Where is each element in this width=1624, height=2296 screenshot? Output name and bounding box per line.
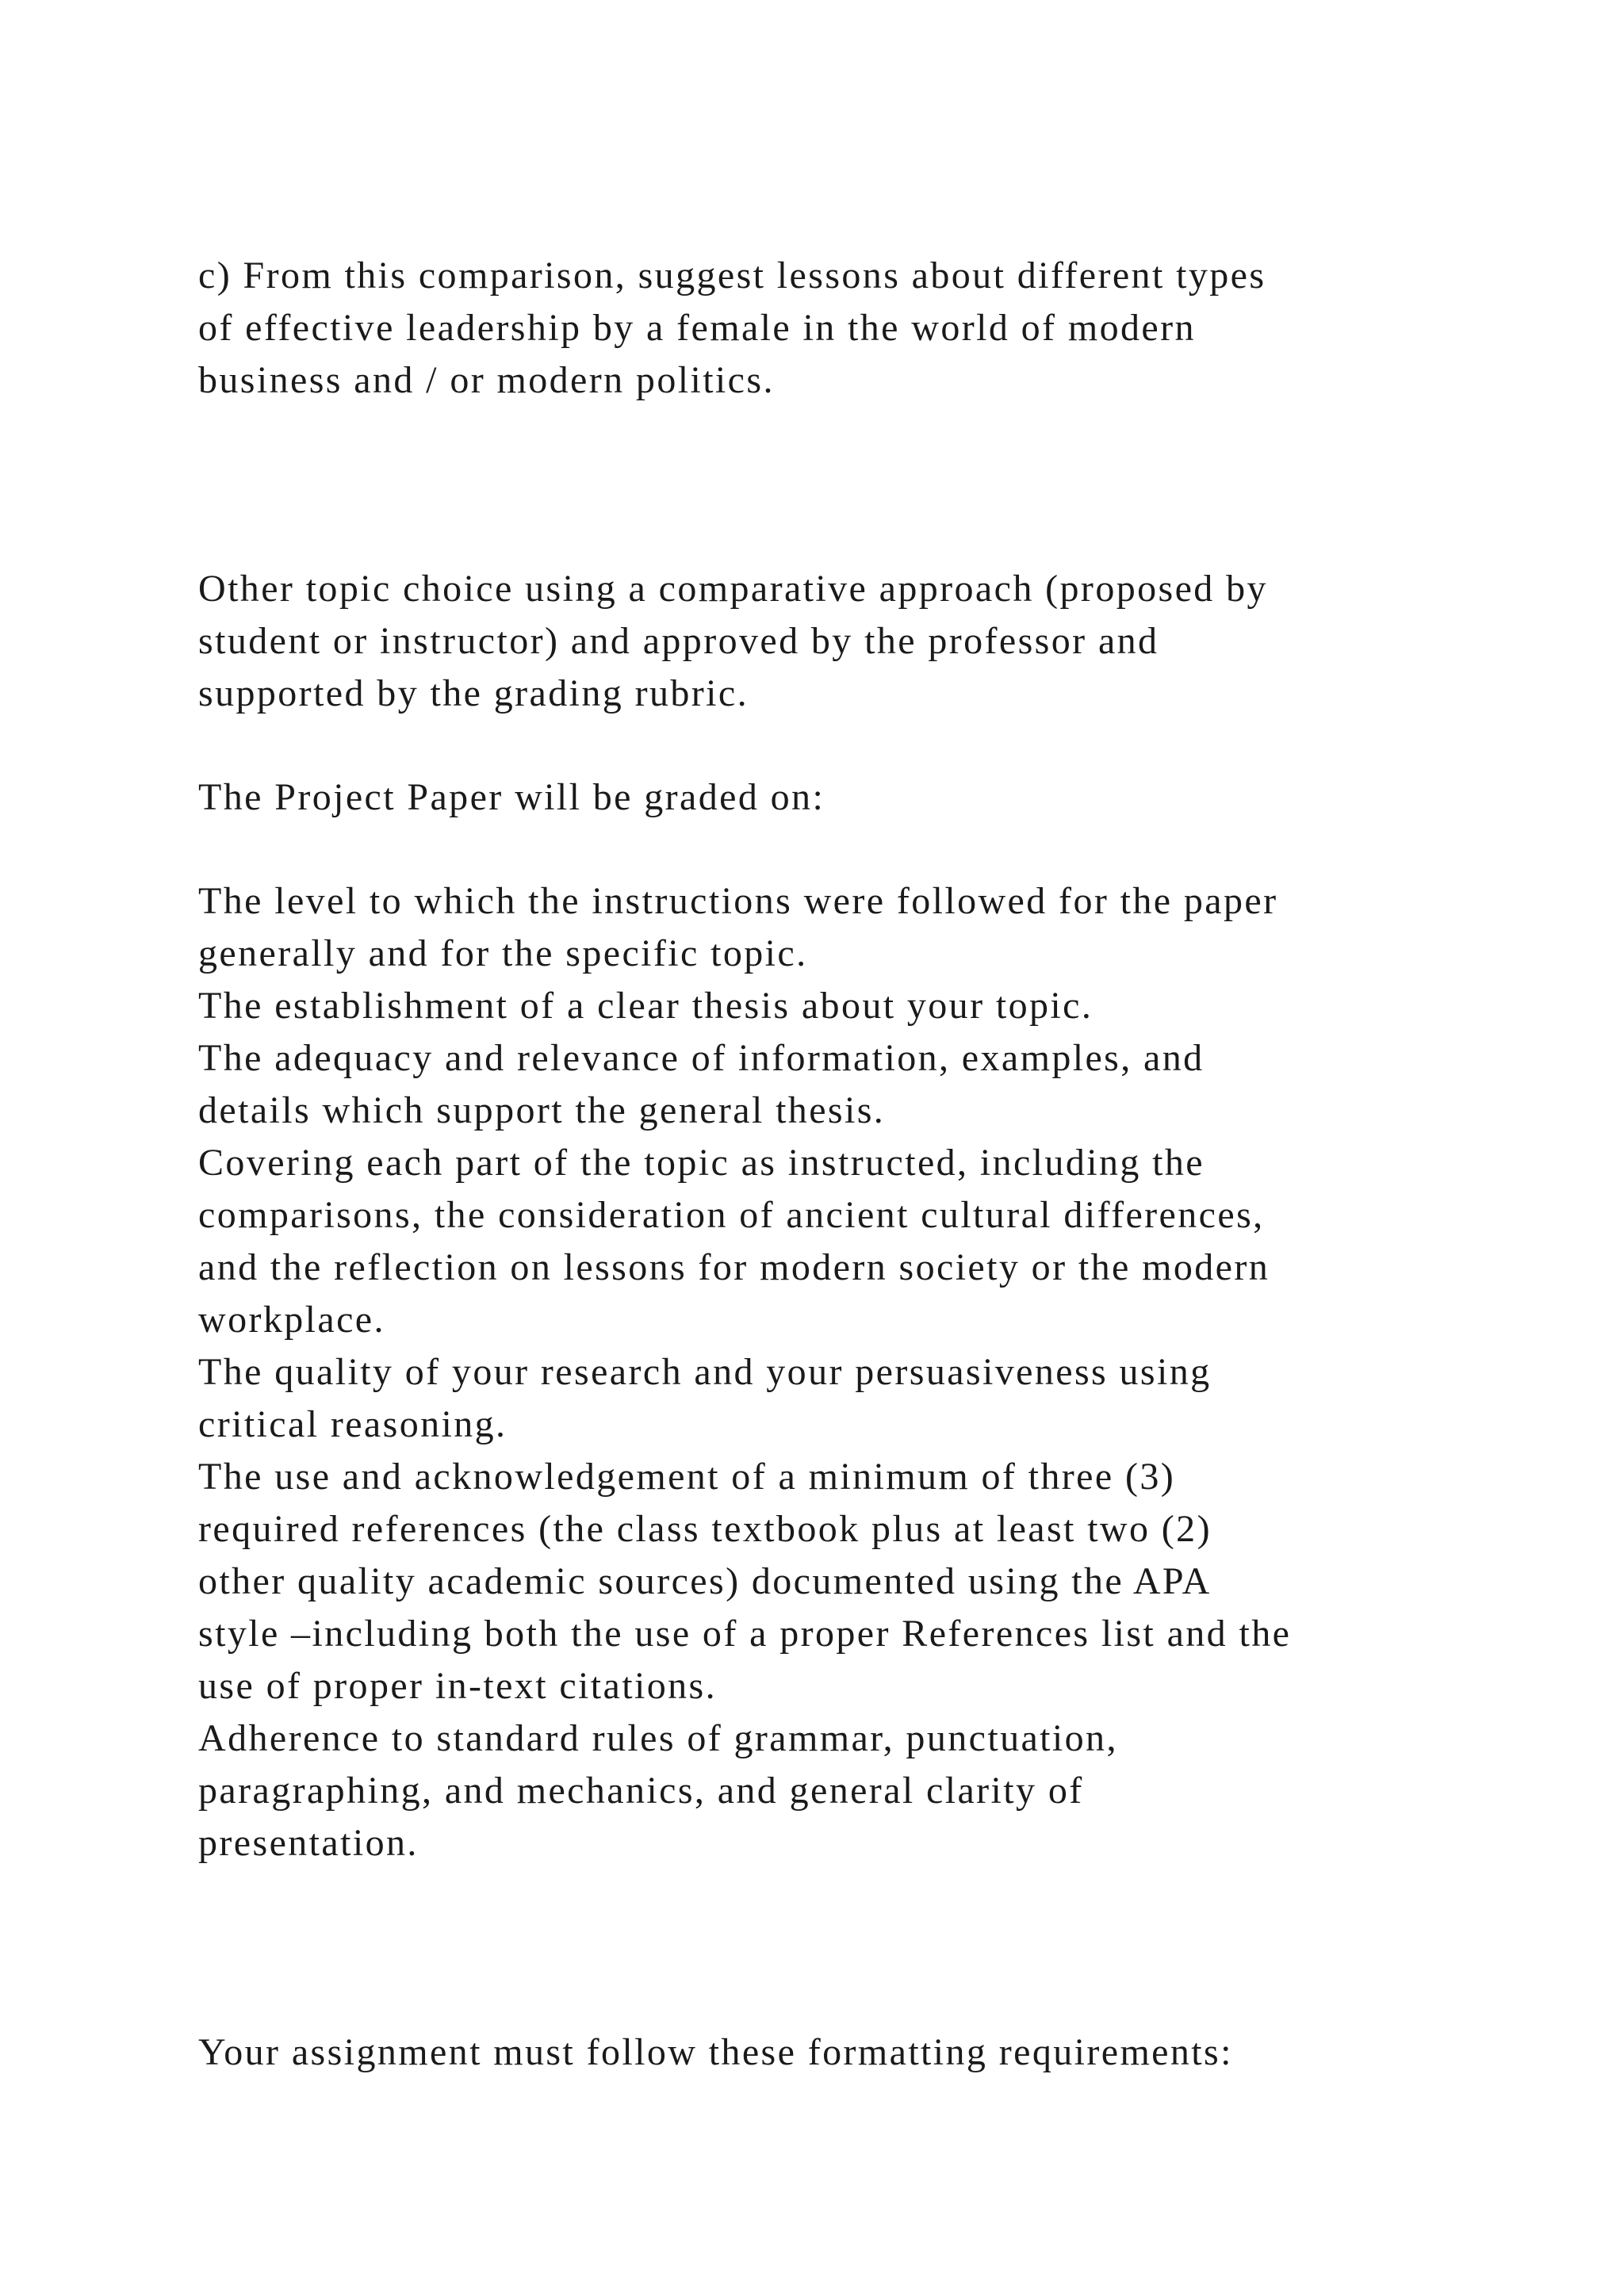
text-line: required references (the class textbook plus at least two (2) [198, 1508, 1212, 1550]
text-line: and the reflection on lessons for modern society or the modern [198, 1246, 1270, 1288]
text-line: critical reasoning. [198, 1403, 508, 1445]
text-line: The Project Paper will be graded on: [198, 776, 825, 818]
text-line: Adherence to standard rules of grammar, punctuation, [198, 1717, 1118, 1759]
text-line: presentation. [198, 1822, 419, 1864]
text-line: The use and acknowledgement of a minimum of three (3) [198, 1456, 1176, 1498]
text-line: Covering each part of the topic as instructed, including the [198, 1142, 1205, 1184]
text-line: details which support the general thesis. [198, 1089, 886, 1131]
text-line: paragraphing, and mechanics, and general clarity of [198, 1770, 1084, 1812]
text-line: comparisons, the consideration of ancient cultural differences, [198, 1194, 1265, 1236]
text-line: of effective leadership by a female in the world of modern [198, 307, 1196, 349]
text-line: Other topic choice using a comparative approach (proposed by [198, 568, 1268, 610]
text-line: c) From this comparison, suggest lessons about different types [198, 254, 1266, 297]
text-line: use of proper in-text citations. [198, 1665, 717, 1707]
text-line: workplace. [198, 1299, 385, 1341]
text-line: style –including both the use of a proper References list and the [198, 1613, 1292, 1655]
text-line: The establishment of a clear thesis about your topic. [198, 985, 1094, 1027]
text-line: student or instructor) and approved by the professor and [198, 620, 1159, 662]
text-line: The level to which the instructions were followed for the paper [198, 880, 1278, 922]
text-line: The adequacy and relevance of information, examples, and [198, 1037, 1205, 1079]
text-line: supported by the grading rubric. [198, 672, 749, 714]
text-line: The quality of your research and your persuasiveness using [198, 1351, 1212, 1393]
text-line: Your assignment must follow these formatting requirements: [198, 2031, 1233, 2073]
text-line: other quality academic sources) documented using the APA [198, 1560, 1212, 1602]
text-line: generally and for the specific topic. [198, 932, 808, 974]
text-line: business and / or modern politics. [198, 359, 775, 401]
